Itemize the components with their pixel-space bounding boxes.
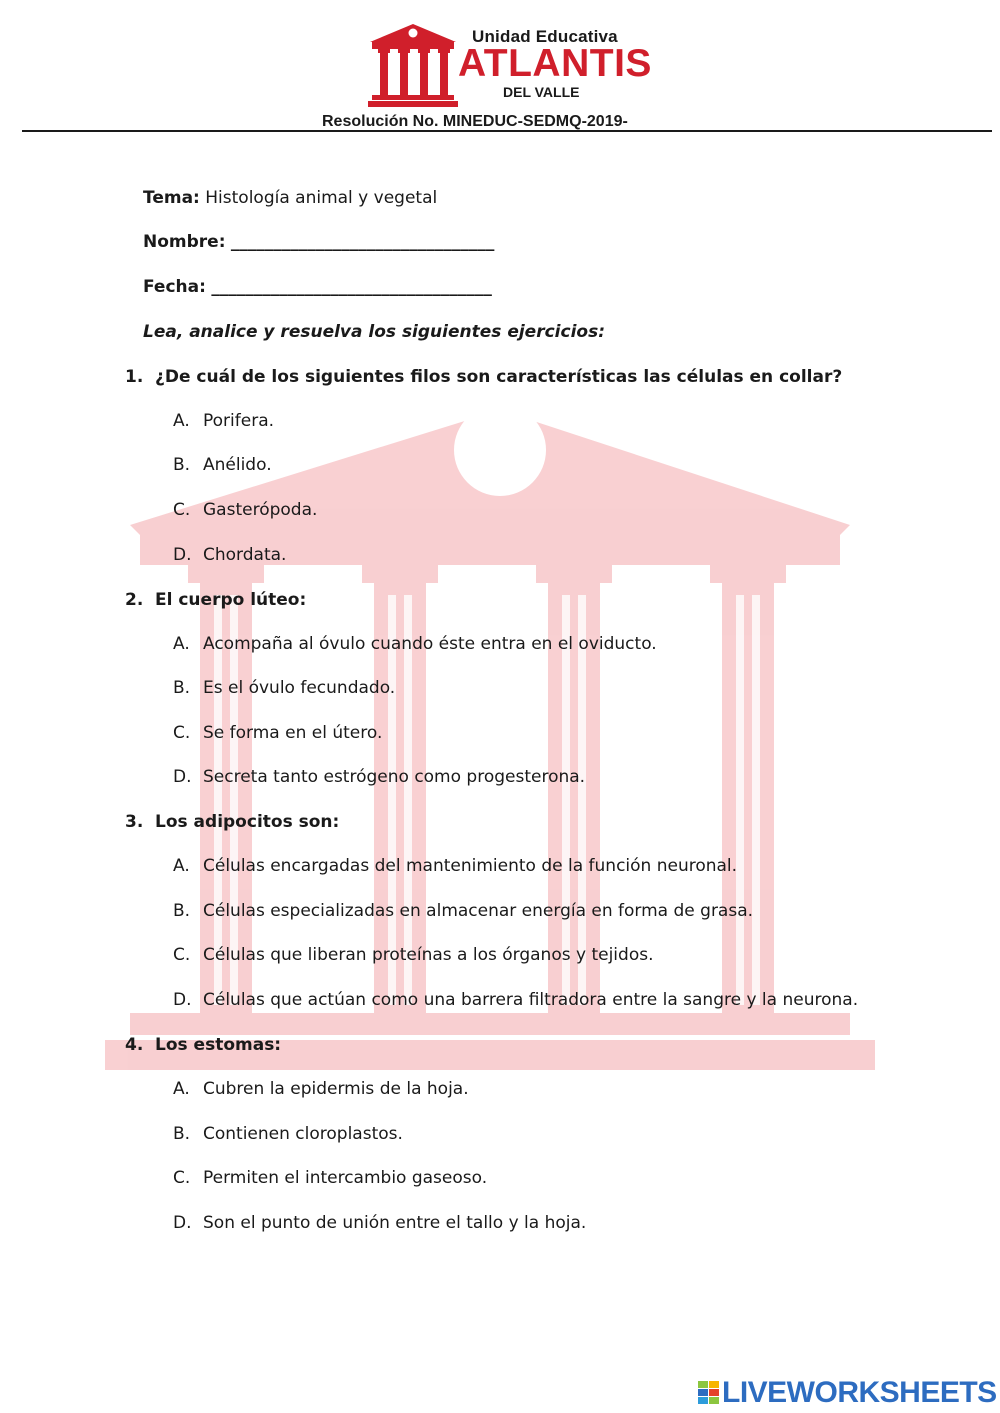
answer-option[interactable]: Células que liberan proteínas a los órganos y tejidos. — [203, 945, 654, 965]
answer-option[interactable]: Porifera. — [203, 411, 275, 431]
option-letter: B. — [173, 901, 191, 921]
option-letter: A. — [173, 856, 190, 876]
answer-option[interactable]: Chordata. — [203, 545, 287, 565]
school-name-line3: DEL VALLE — [503, 84, 580, 100]
fecha-blank[interactable]: _________________________________ — [211, 277, 492, 297]
option-letter: D. — [173, 1213, 192, 1233]
option-letter: A. — [173, 634, 190, 654]
liveworksheets-brand[interactable]: LIVEWORKSHEETS — [722, 1376, 997, 1409]
answer-option[interactable]: Células especializadas en almacenar energía en forma de grasa. — [203, 901, 754, 921]
option-letter: C. — [173, 945, 191, 965]
option-letter: A. — [173, 1079, 190, 1099]
answer-option[interactable]: Acompaña al óvulo cuando éste entra en el oviducto. — [203, 634, 657, 654]
question-text: ¿De cuál de los siguientes filos son características las células en collar? — [155, 367, 843, 387]
answer-option[interactable]: Células encargadas del mantenimiento de la función neuronal. — [203, 856, 738, 876]
tema-label: Tema: — [143, 188, 200, 208]
question-text: El cuerpo lúteo: — [155, 590, 307, 610]
option-letter: D. — [173, 990, 192, 1010]
answer-option[interactable]: Permiten el intercambio gaseoso. — [203, 1168, 488, 1188]
question-text: Los adipocitos son: — [155, 812, 340, 832]
option-letter: A. — [173, 411, 190, 431]
tema-value: Histología animal y vegetal — [205, 188, 438, 208]
answer-option[interactable]: Es el óvulo fecundado. — [203, 678, 396, 698]
question-text: Los estomas: — [155, 1035, 282, 1055]
resolution-text: Resolución No. MINEDUC-SEDMQ-2019- — [322, 113, 628, 130]
option-letter: C. — [173, 1168, 191, 1188]
answer-option[interactable]: Se forma en el útero. — [203, 723, 383, 743]
option-letter: B. — [173, 455, 191, 475]
instructions-text: Lea, analice y resuelva los siguientes ejercicios: — [143, 322, 605, 342]
option-letter: D. — [173, 767, 192, 787]
option-letter: D. — [173, 545, 192, 565]
question-number: 3. — [125, 812, 144, 832]
question-number: 4. — [125, 1035, 144, 1055]
answer-option[interactable]: Células que actúan como una barrera filtradora entre la sangre y la neurona. — [203, 990, 859, 1010]
fecha-field — [143, 277, 492, 297]
nombre-field — [143, 232, 494, 252]
answer-option[interactable]: Contienen cloroplastos. — [203, 1124, 403, 1144]
school-name-line1: Unidad Educativa — [472, 27, 618, 46]
tema-field — [143, 188, 437, 208]
nombre-label: Nombre: — [143, 232, 226, 252]
answer-option[interactable]: Cubren la epidermis de la hoja. — [203, 1079, 469, 1099]
fecha-label: Fecha: — [143, 277, 206, 297]
answer-option[interactable]: Anélido. — [203, 455, 272, 475]
option-letter: C. — [173, 500, 191, 520]
answer-option[interactable]: Son el punto de unión entre el tallo y la hoja. — [203, 1213, 587, 1233]
option-letter: C. — [173, 723, 191, 743]
question-number: 1. — [125, 367, 144, 387]
question-number: 2. — [125, 590, 144, 610]
option-letter: B. — [173, 1124, 191, 1144]
school-name-line2: ATLANTIS — [458, 42, 652, 85]
option-letter: B. — [173, 678, 191, 698]
answer-option[interactable]: Secreta tanto estrógeno como progesterona. — [203, 767, 586, 787]
nombre-blank[interactable]: _______________________________ — [230, 232, 495, 252]
answer-option[interactable]: Gasterópoda. — [203, 500, 318, 520]
